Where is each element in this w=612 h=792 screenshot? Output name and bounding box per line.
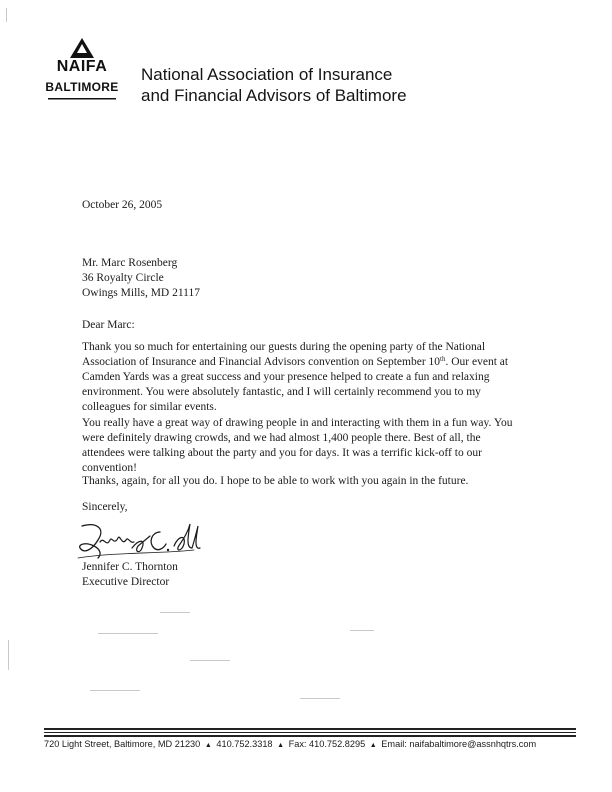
recipient-address bbox=[82, 256, 522, 301]
org-line-2: and Financial Advisors of Baltimore bbox=[141, 86, 407, 105]
footer-address: 720 Light Street, Baltimore, MD 21230 bbox=[44, 739, 201, 749]
paragraph-1-a: Thank you so much for entertaining our guests during the opening party of the National Association of Insurance and Financial Advisors convention on September 10 bbox=[82, 341, 486, 368]
paragraph-1 bbox=[82, 340, 522, 415]
ordinal-suffix: th bbox=[440, 355, 446, 363]
footer-rule-top bbox=[44, 728, 576, 730]
recipient-name: Mr. Marc Rosenberg bbox=[82, 257, 178, 269]
salutation: Dear Marc: bbox=[82, 319, 135, 331]
footer-rule-middle bbox=[44, 732, 576, 733]
logo-baltimore-text: BALTIMORE bbox=[45, 80, 119, 94]
paragraph-3: Thanks, again, for all you do. I hope to be able to work with you again in the future. bbox=[82, 475, 469, 487]
triangle-separator-icon: ▲ bbox=[204, 742, 212, 749]
naifa-logo bbox=[44, 38, 120, 102]
handwritten-signature bbox=[76, 518, 204, 564]
signer-name: Jennifer C. Thornton bbox=[82, 561, 178, 573]
letter-date: October 26, 2005 bbox=[82, 199, 163, 211]
scan-noise bbox=[6, 8, 7, 22]
footer-email: Email: naifabaltimore@assnhqtrs.com bbox=[381, 739, 537, 749]
paragraph-2: You really have a great way of drawing people in and interacting with them in a fun way. You were definitely drawing crowds, and we had almost 1,400 people there. Best of all, the attendees were talking about the party and you for days. It was a terrific kick-off to our convention! bbox=[82, 417, 513, 474]
closing: Sincerely, bbox=[82, 501, 128, 513]
footer-fax: Fax: 410.752.8295 bbox=[288, 739, 366, 749]
scan-noise bbox=[90, 690, 140, 691]
signer-block bbox=[82, 560, 522, 590]
triangle-separator-icon: ▲ bbox=[277, 742, 285, 749]
recipient-street: 36 Royalty Circle bbox=[82, 272, 164, 284]
triangle-separator-icon: ▲ bbox=[369, 742, 377, 749]
organization-name bbox=[141, 64, 407, 106]
scan-noise bbox=[190, 660, 230, 661]
footer-contact bbox=[44, 739, 584, 749]
scan-noise bbox=[8, 640, 9, 670]
footer-rule-bottom bbox=[44, 735, 576, 737]
paragraph-1-b: . Our event at Camden Yards was a great success and your presence helped to create a fun and relaxing environment. You were absolutely fantastic, and I will certainly recommend you to my colleagues for similar events. bbox=[82, 356, 509, 413]
scan-noise bbox=[350, 630, 374, 631]
logo-naifa-text: NAIFA bbox=[56, 58, 108, 75]
signer-title: Executive Director bbox=[82, 576, 170, 588]
org-line-1: National Association of Insurance bbox=[141, 65, 393, 84]
scan-noise bbox=[160, 612, 190, 613]
scan-noise bbox=[98, 633, 158, 634]
footer-phone: 410.752.3318 bbox=[216, 739, 273, 749]
scan-noise bbox=[300, 698, 340, 699]
recipient-city: Owings Mills, MD 21117 bbox=[82, 287, 200, 299]
